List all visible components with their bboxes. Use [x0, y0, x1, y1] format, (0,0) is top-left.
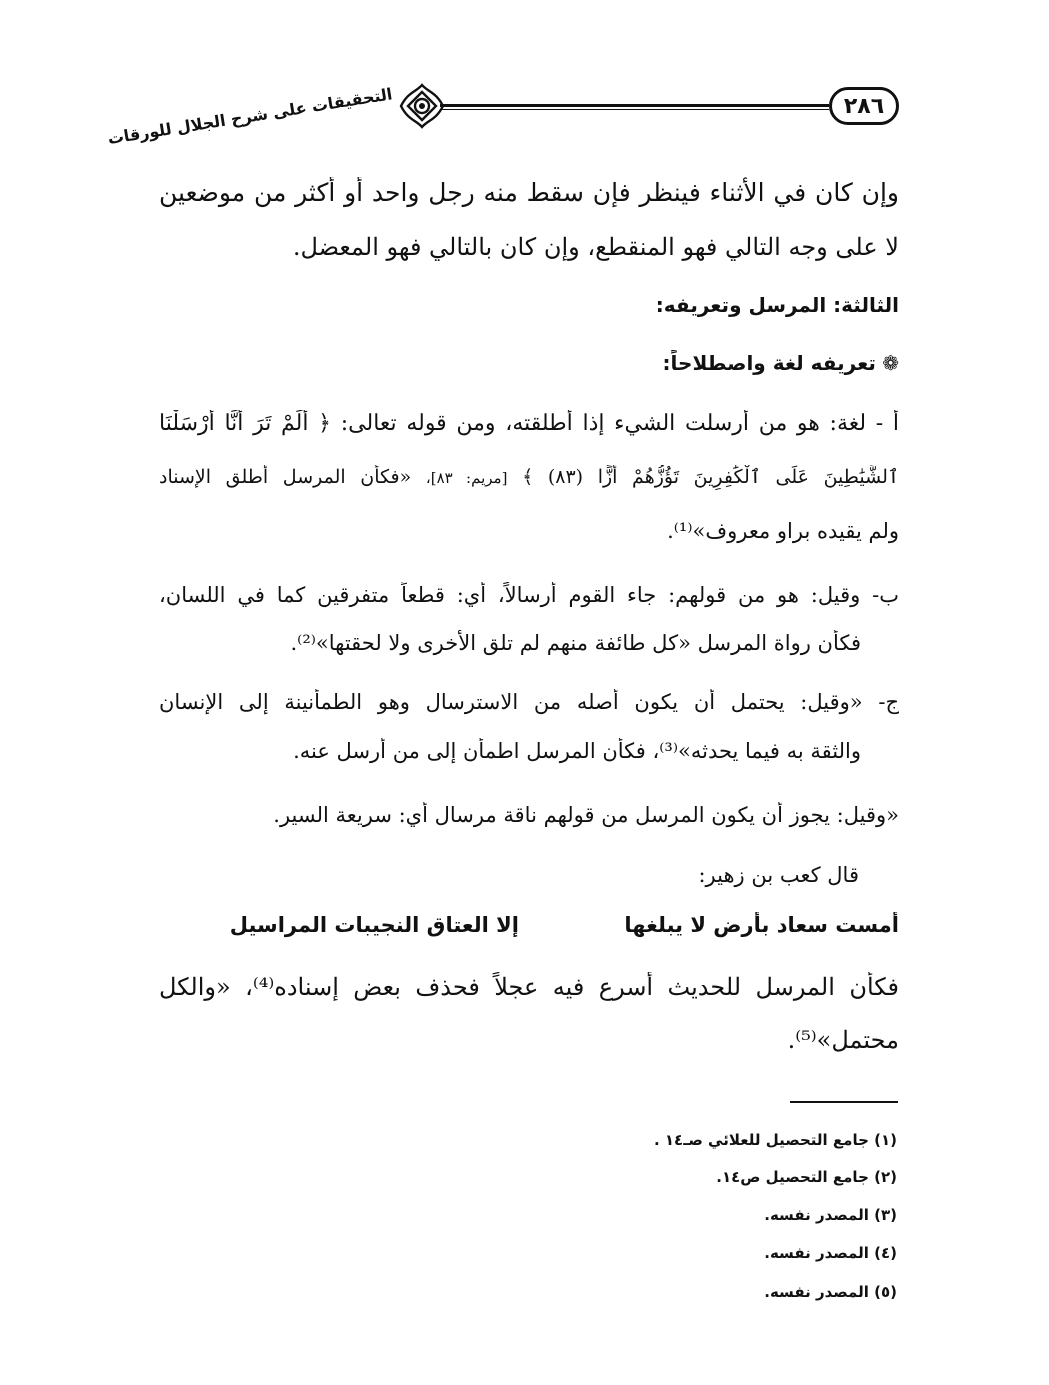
footnote-text: المصدر نفسه.	[764, 1244, 869, 1262]
footnote	[477, 1164, 897, 1190]
body-line: وإن كان في الأثناء فينظر فإن سقط منه رجل واحد أو أكثر من موضعين	[159, 178, 899, 207]
header-rule-thin	[440, 109, 829, 110]
body-line: ب- وقيل: هو من قولهم: جاء القوم أرسالاً، أي: قطعاً متفرقين كما في اللسان،	[159, 583, 899, 607]
ornament-icon	[398, 82, 446, 130]
footnote-text: المصدر نفسه.	[764, 1206, 869, 1224]
body-line: «وقيل: يجوز أن يكون المرسل من قولهم ناقة مرسال أي: سريعة السير.	[273, 803, 899, 827]
subheading: تعريفه لغة واصطلاحاً:	[662, 351, 876, 375]
footnote-number: (٢)	[874, 1168, 897, 1186]
footnote-text: جامع التحصيل ص١٤.	[716, 1168, 869, 1186]
section-heading: الثالثة: المرسل وتعريفه:	[655, 293, 899, 317]
subheading-row	[499, 350, 899, 390]
body-line: لا على وجه التالي فهو المنقطع، وإن كان بالتالي فهو المعضل.	[292, 233, 899, 261]
body-line	[159, 410, 899, 452]
body-line: فكأن المرسل للحديث أسرع فيه عجلاً فحذف بعض إسناده⁽⁴⁾، «والكل	[159, 973, 899, 1001]
verse-first-hemistich: أمست سعاد بأرض لا يبلغها	[624, 913, 899, 937]
body-line: والثقة به فيما يحدثه»⁽³⁾، فكأن المرسل اطمأن إلى من أرسل عنه.	[293, 739, 861, 763]
footnote	[477, 1240, 897, 1266]
running-title: التحقيقات على شرح الجلال للورقات	[106, 84, 394, 149]
quran-verse: ﴿ أَلَمْ تَرَ أَنَّا أَرْسَلْنَا	[159, 411, 332, 436]
footnote-number: (٤)	[874, 1244, 897, 1262]
footnote-separator	[790, 1101, 898, 1103]
footnote	[477, 1127, 897, 1153]
body-line: محتمل»⁽⁵⁾.	[787, 1026, 899, 1054]
footnote	[477, 1279, 897, 1305]
footnote-text: جامع التحصيل للعلائي صـ١٤ .	[653, 1131, 869, 1149]
body-line: قال كعب بن زهير:	[698, 863, 859, 887]
verse-second-hemistich: إلا العتاق النجيبات المراسيل	[229, 913, 519, 937]
body-line: ولم يقيده براو معروف»⁽¹⁾.	[667, 519, 899, 543]
quran-reference: [مريم: ٨٣]،	[425, 469, 508, 487]
body-line: ج- «وقيل: يحتمل أن يكون أصله من الاسترسال وهو الطمأنينة إلى الإنسان	[159, 690, 899, 714]
item-a-text: أ - لغة: هو من أرسلت الشيء إذا أطلقته، ومن قوله تعالى:	[340, 411, 899, 436]
page-number: ٢٨٦	[829, 87, 899, 125]
body-line	[159, 465, 899, 507]
footnote-number: (٥)	[874, 1283, 897, 1301]
item-a-text: «فكأن المرسل أطلق الإسناد	[159, 466, 412, 488]
quran-verse: ٱلشَّيَٰطِينَ عَلَى ٱلْكَٰفِرِينَ تَؤُزُّهُمْ أَزًّا (٨٣) ﴾	[522, 466, 899, 488]
footnote	[477, 1202, 897, 1228]
footnote-number: (١)	[874, 1131, 897, 1149]
header-rule	[440, 104, 829, 107]
bullet-icon: ❁	[882, 351, 899, 375]
body-line: فكأن رواة المرسل «كل طائفة منهم لم تلق الأخرى ولا لحقتها»⁽²⁾.	[290, 631, 861, 655]
footnote-number: (٣)	[874, 1206, 897, 1224]
page-header	[0, 0, 1049, 150]
footnote-text: المصدر نفسه.	[764, 1283, 869, 1301]
